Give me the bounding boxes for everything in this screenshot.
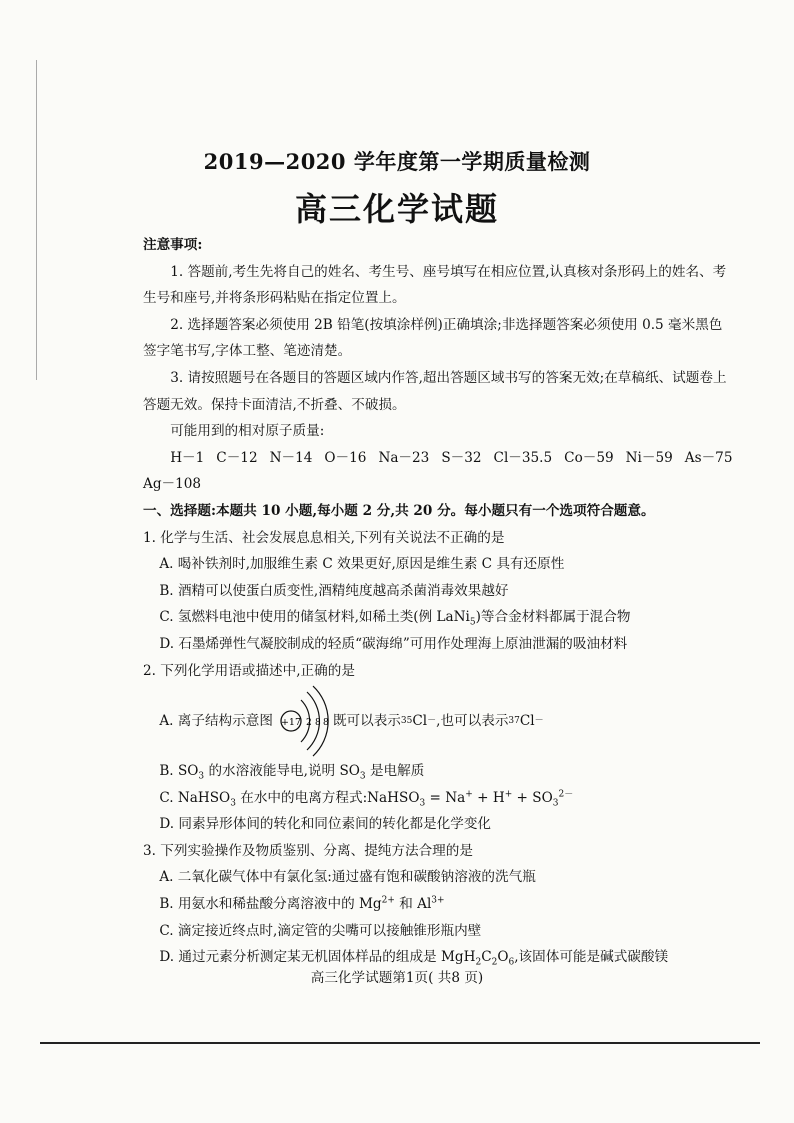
q1-option-d: D. 石墨烯弹性气凝胶制成的轻质“碳海绵”可用作处理海上原油泄漏的吸油材料	[159, 635, 628, 652]
q2-stem: 2. 下列化学用语或描述中,正确的是	[143, 662, 355, 679]
mass-item: As－75	[684, 449, 733, 466]
section1-heading: 一、选择题:本题共 10 小题,每小题 2 分,共 20 分。每小题只有一个选项符合题意。	[143, 502, 655, 519]
atomic-mass-list	[143, 445, 733, 472]
q3-option-b: B. 用氨水和稀盐酸分离溶液中的 $Mg^{2+}$ 和 $Al^{3+}$	[159, 895, 445, 913]
exam-title: 高三化学试题	[294, 190, 499, 228]
exam-content	[143, 232, 733, 971]
q3-stem: 3. 下列实验操作及物质鉴别、分离、提纯方法合理的是	[143, 842, 473, 859]
q2-option-d: D. 同素异形体间的转化和同位素间的转化都是化学变化	[159, 816, 492, 833]
svg-text:8: 8	[314, 718, 321, 729]
svg-text:8: 8	[322, 718, 329, 729]
mass-item-last: Ag－108	[143, 476, 202, 493]
q1-option-c: C. 氢燃料电池中使用的储氢材料,如稀土类(例 LaNi$_5$)等合金材料都属于混合物	[159, 609, 631, 629]
ion-structure-diagram	[279, 684, 331, 758]
q3-option-d: D. 通过元素分析测定某无机固体样品的组成是 $MgH_2C_2O_6$,该固体可能是碱式碳酸镁	[159, 949, 669, 968]
mass-label: 可能用到的相对原子质量:	[170, 423, 325, 440]
mass-item: H－1	[170, 449, 205, 466]
mass-item: S－32	[441, 449, 482, 466]
page-footer: 高三化学试题第1页( 共8 页)	[310, 970, 484, 986]
mass-item: O－16	[324, 449, 367, 466]
q2-option-b: B. $SO_3$ 的水溶液能导电,说明 $SO_3$ 是电解质	[159, 763, 425, 782]
q1-stem: 1. 化学与生活、社会发展息息相关,下列有关说法不正确的是	[143, 529, 505, 546]
notes-heading: 注意事项:	[143, 237, 203, 253]
mass-item: Ni－59	[625, 449, 673, 466]
q2-option-c: C. NaHSO$_3$ 在水中的电离方程式:NaHSO$_3$ = $Na^+ + H^+ + SO_3^{2-}$	[159, 789, 574, 809]
q3-option-a: A. 二氧化碳气体中有氯化氢:通过盛有饱和碳酸钠溶液的洗气瓶	[159, 869, 536, 886]
bottom-rule	[40, 1042, 760, 1044]
note-item-2: 2. 选择题答案必须使用 2B 铅笔(按填涂样例)正确填涂;非选择题答案必须使用 0.5 毫米黑色签字笔书写,字体工整、笔迹清楚。	[143, 316, 723, 360]
mass-item: Co－59	[564, 449, 614, 466]
exam-subtitle: 2019—2020 学年度第一学期质量检测	[203, 149, 591, 174]
mass-item: C－12	[216, 449, 258, 466]
note-item-3: 3. 请按照题号在各题目的答题区域内作答,超出答题区域书写的答案无效;在草稿纸、试题卷上答题无效。保持卡面清洁,不折叠、不破损。	[143, 369, 727, 413]
svg-text:2: 2	[305, 718, 312, 729]
q1-option-b: B. 酒精可以使蛋白质变性,酒精纯度越高杀菌消毒效果越好	[159, 582, 509, 599]
mass-item: Cl－35.5	[493, 449, 553, 466]
mass-item: N－14	[269, 449, 313, 466]
q2-option-a: A. 离子结构示意图 +17 2 8 8 既可以表示 35 Cl － ,也可以表示 37 Cl －	[143, 684, 733, 758]
svg-text:+17: +17	[280, 717, 301, 729]
q1-option-a: A. 喝补铁剂时,加服维生素 C 效果更好,原因是维生素 C 具有还原性	[159, 556, 565, 573]
note-item-1: 1. 答题前,考生先将自己的姓名、考生号、座号填写在相应位置,认真核对条形码上的姓名、考生号和座号,并将条形码粘贴在指定位置上。	[143, 263, 727, 307]
mass-item: Na－23	[378, 449, 430, 466]
q3-option-c: C. 滴定接近终点时,滴定管的尖嘴可以接触锥形瓶内壁	[159, 922, 482, 939]
